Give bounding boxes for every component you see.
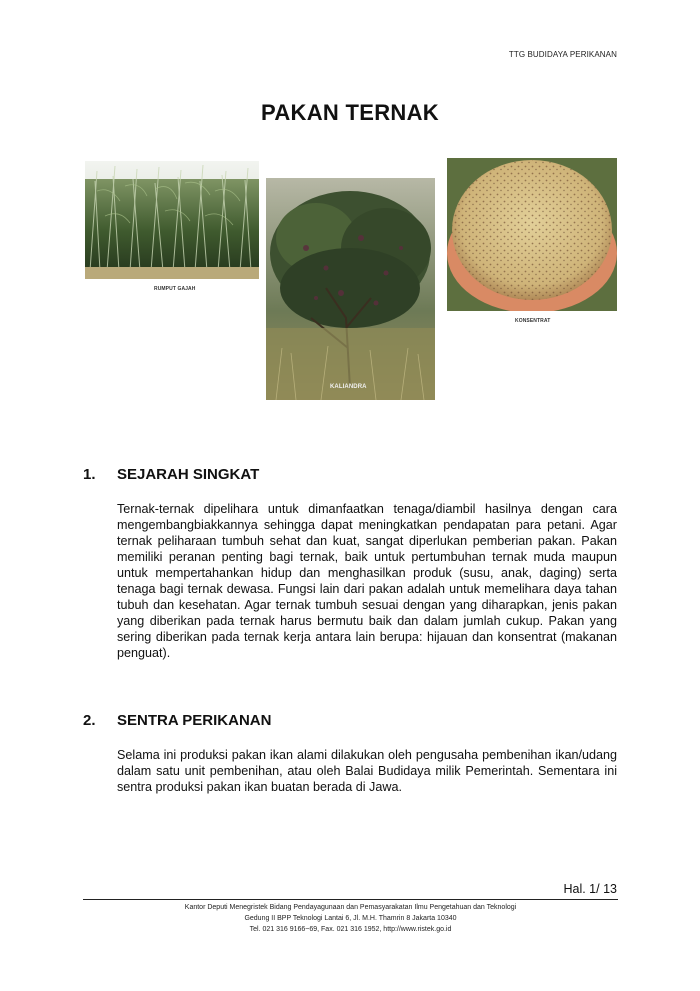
running-header: TTG BUDIDAYA PERIKANAN (508, 50, 617, 59)
photo-rumput-gajah (85, 161, 259, 279)
page-number: Hal. 1/ 13 (563, 882, 617, 896)
section-title: SENTRA PERIKANAN (117, 712, 272, 729)
section-heading (83, 466, 259, 483)
footer-line: Gedung II BPP Teknologi Lantai 6, Jl. M.H. Thamrin 8 Jakarta 10340 (244, 915, 457, 922)
section-paragraph: Selama ini produksi pakan ikan alami dilakukan oleh pengusaha pembenihan ikan/udang dalam satu unit pembenihan, atau oleh Balai Budidaya milik Pemerintah. Sementara ini sentra produksi pakan ikan buatan berada di Jawa. (117, 748, 617, 794)
section-paragraph: Ternak-ternak dipelihara untuk dimanfaatkan tenaga/diambil hasilnya dengan cara mengembangbiakkannya sehingga dapat meningkatkan pendapatan para petani. Agar ternak peliharaan tumbuh sehat dan kuat, sangat diperlukan pemberian pakan. Pakan memiliki peranan penting bagi ternak, baik untuk pertumbuhan ternak muda maupun untuk mempertahankan hidup dan menghasilkan produk (susu, anak, daging) serta tenaga bagi ternak dewasa. Fungsi lain dari pakan adalah untuk memelihara daya tahan tubuh dan kesehatan. Agar ternak tumbuh sesuai dengan yang diharapkan, jenis pakan yang diberikan pada ternak harus bermutu baik dan dalam jumlah cukup. Pakan yang sering diberikan pada ternak kerja antara lain berupa: hijauan dan konsentrat (makanan penguat). (117, 502, 617, 660)
photo-caption: RUMPUT GAJAH (154, 286, 196, 292)
footer-line: Tel. 021 316 9166~69, Fax. 021 316 1952, http://www.ristek.go.id (249, 926, 452, 933)
section-heading (83, 712, 271, 729)
photo-caption: KONSENTRAT (515, 318, 551, 324)
footer-divider (83, 899, 618, 900)
section-number: 1. (83, 466, 96, 483)
footer-line: Kantor Deputi Menegristek Bidang Pendayagunaan dan Pemasyarakatan Ilmu Pengetahuan dan Teknologi (184, 904, 517, 911)
footer-address (83, 902, 618, 935)
page-title: PAKAN TERNAK (261, 100, 439, 125)
photo-konsentrat (447, 158, 617, 311)
section-title: SEJARAH SINGKAT (117, 466, 260, 483)
photo-caption: KALIANDRA (330, 384, 367, 390)
photo-kaliandra (266, 178, 435, 400)
section-number: 2. (83, 712, 96, 729)
